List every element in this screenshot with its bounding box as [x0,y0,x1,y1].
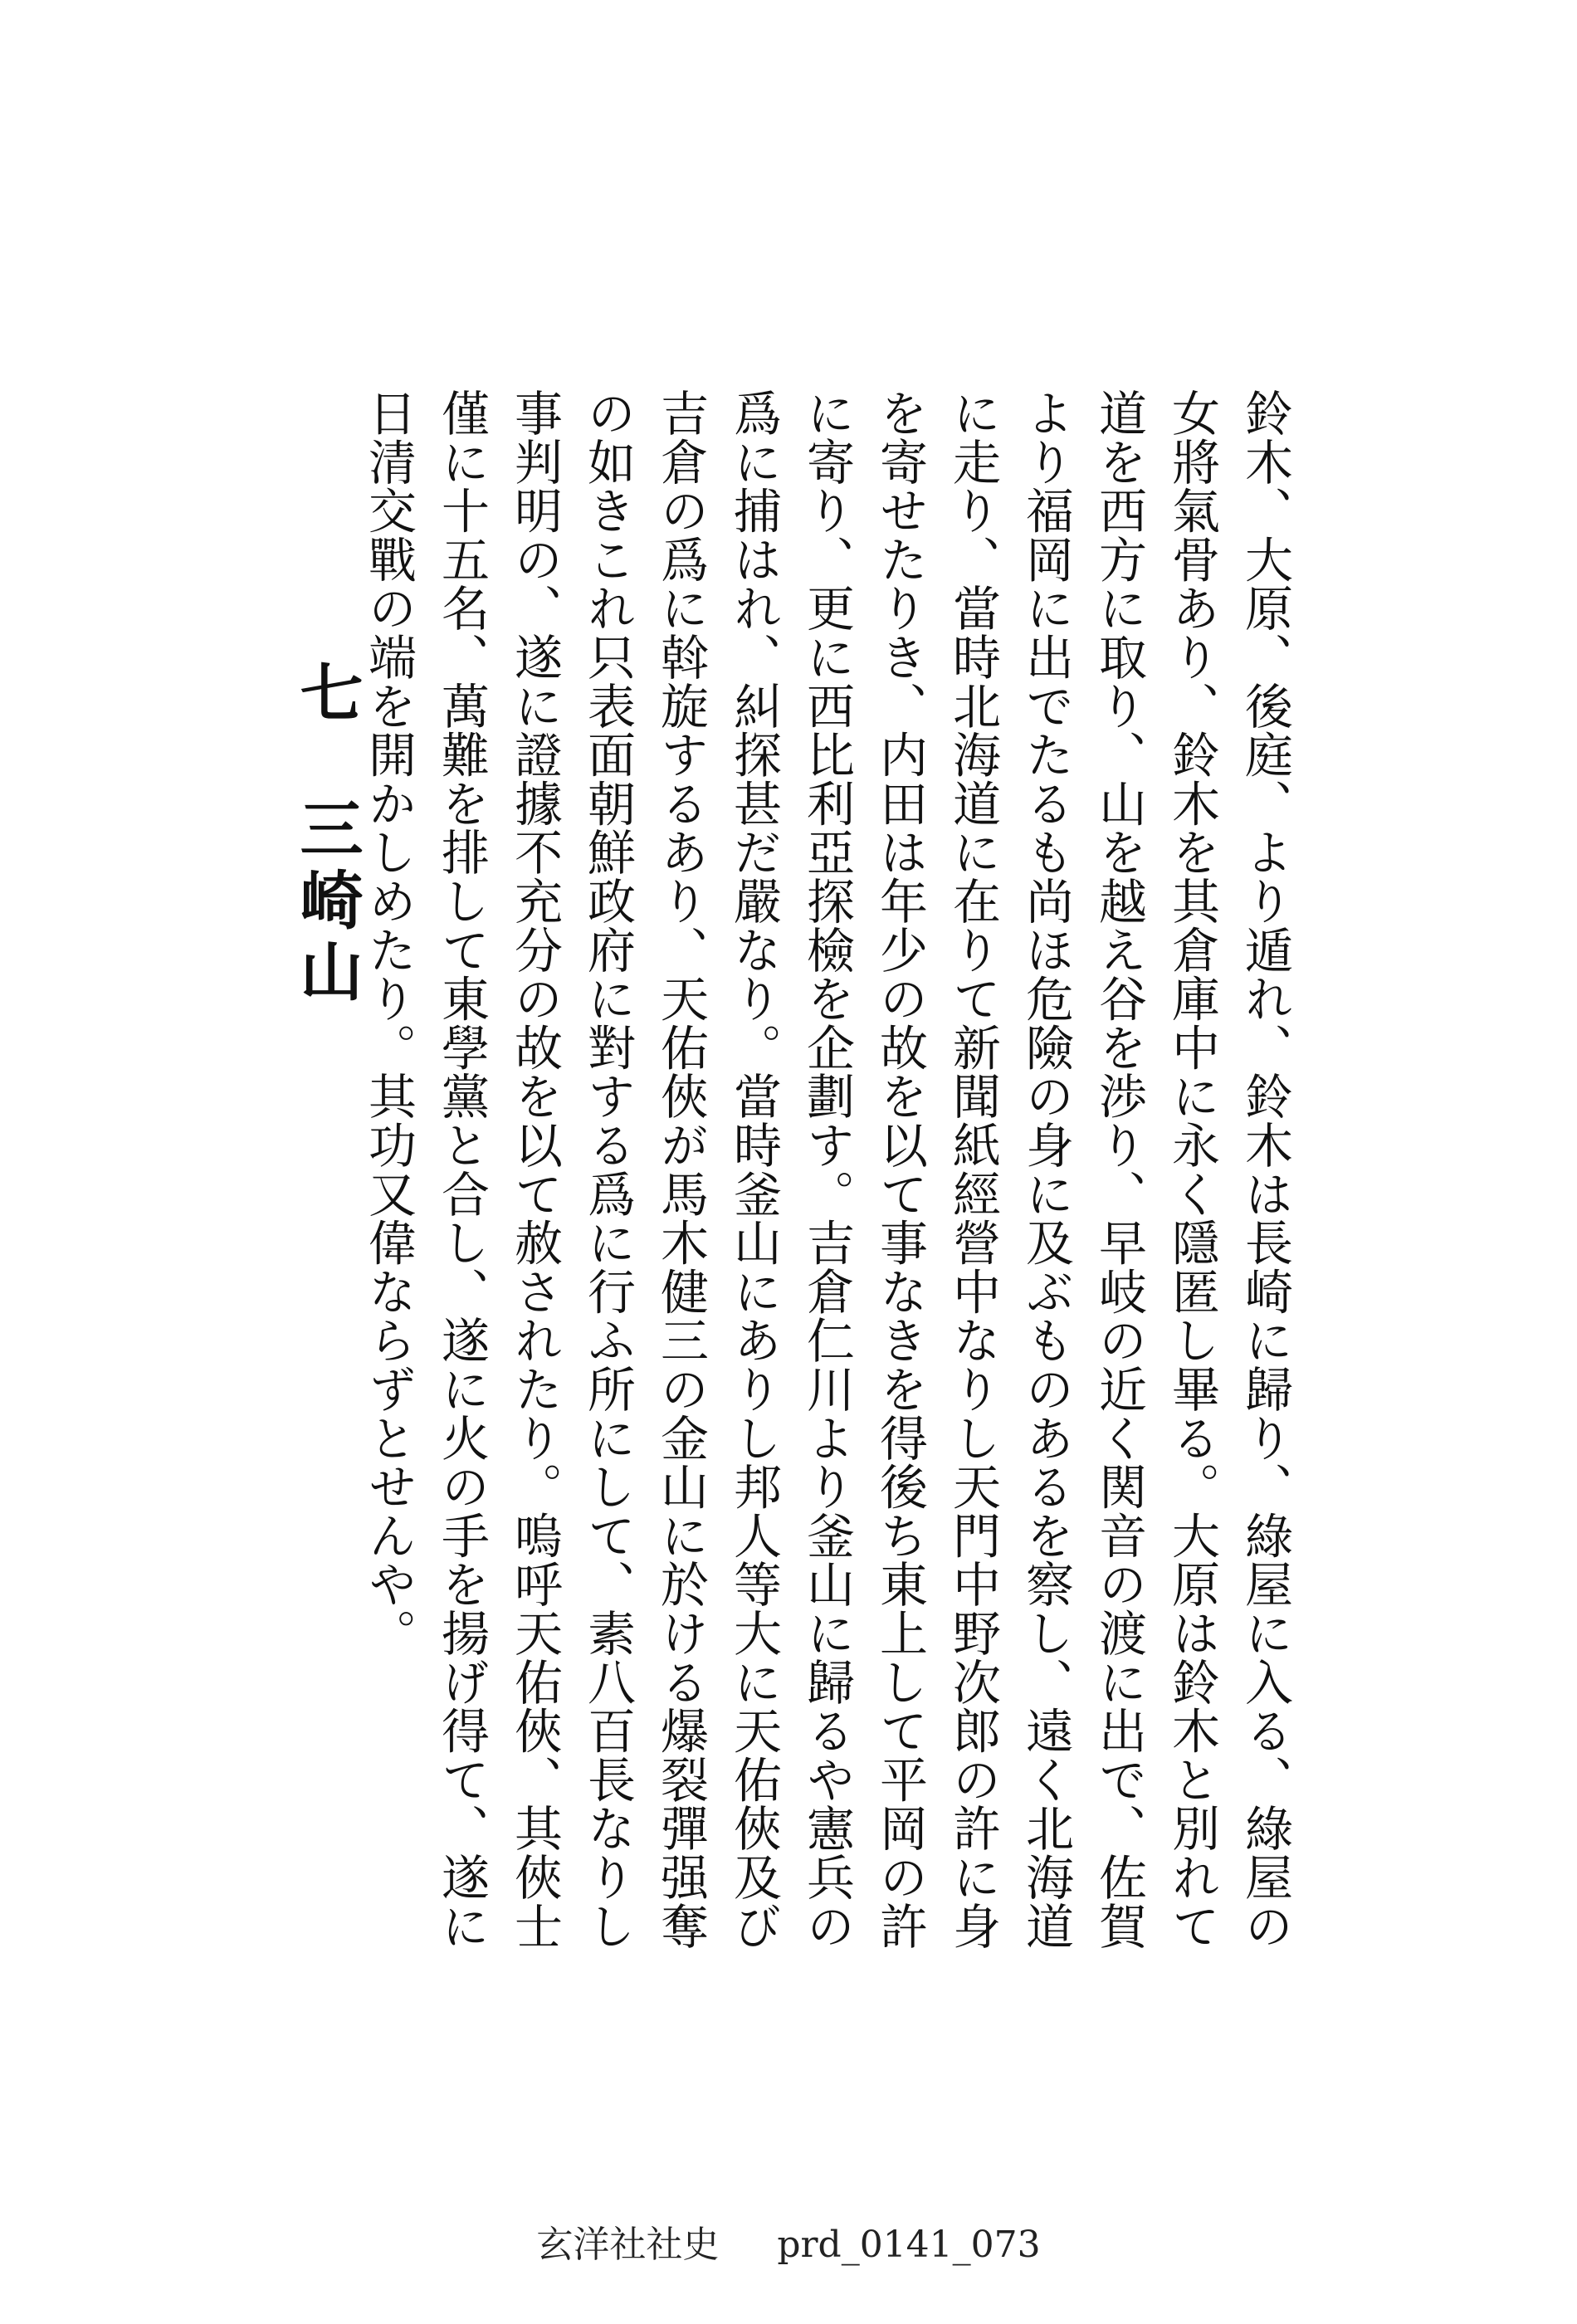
body-paragraph: 鈴木、大原、後庭、より遁れ、鈴木は長崎に歸り、綠屋に入る、綠屋の女將氣骨あり、鈴木を其倉庫中に永く隱匿し畢る。大原は鈴木と別れて道を西方に取り、山を越え谷を渉り、早岐の近く関音の渡に出で、佐賀より福岡に出でたるも尚ほ危險の身に及ぶものあるを察し、遠く北海道に走り、當時北海道に在りて新聞紙經營中なりし天門中野次郎の許に身を寄せたりき、内田は年少の故を以て事なきを得後ち東上して平岡の許に寄り、更に西比利亞探檢を企劃す。吉倉仁川より釜山に歸るや憲兵の爲に捕はれ、糾探甚だ嚴なり。當時釜山にありし邦人等大に天佑俠及び吉倉の爲に斡旋するあり、天佑俠が馬木健三の金山に於ける爆裂彈强奪の如きこれ只表面朝鮮政府に對する爲に行ふ所にして、素八百長なりし事判明の、遂に證據不充分の故を以て赦されたり。嗚呼天佑俠、其俠士僅に十五名、萬難を排して東學黨と合し、遂に火の手を揚げ得て、遂に日清交戰の端を開かしめたり。其功又偉ならずとせんや。 [360,388,1293,1950]
footer-page-ref: prd_0141_073 [777,2224,1041,2266]
body-text-block [360,388,1301,1965]
footer-book-title: 玄洋社社史 [536,2224,720,2266]
page-footer [0,2214,1577,2268]
chapter-title: 三崎山 [290,796,364,1010]
chapter-number: 七 [290,660,364,723]
chapter-heading [289,660,364,1010]
